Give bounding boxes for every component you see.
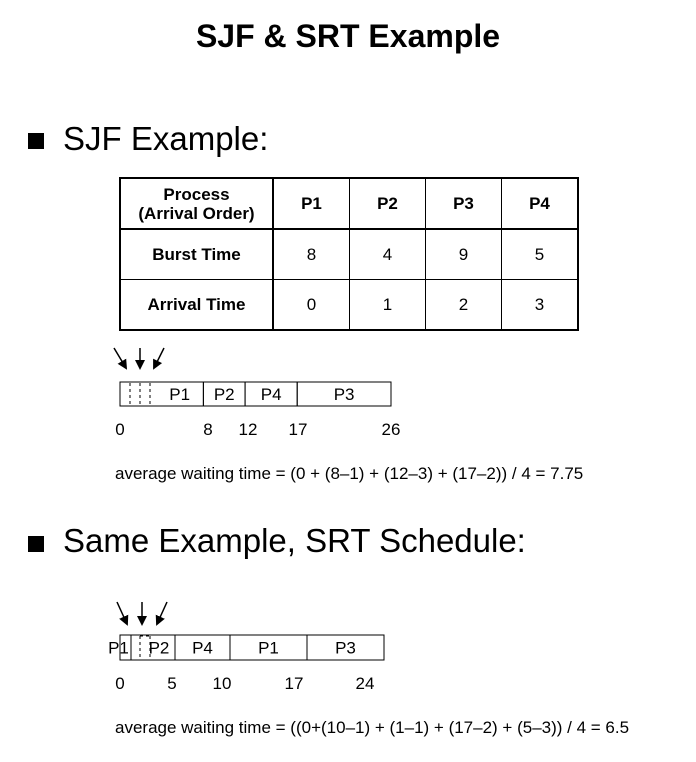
page-title: SJF & SRT Example [195,18,501,54]
column-header: P3 [426,178,502,229]
sjf-average-waiting-time: average waiting time = (0 + (8–1) + (12–3) + (17–2)) / 4 = 7.75 [115,464,584,483]
table-row [120,229,578,280]
section-heading-sjf: SJF Example: [63,120,269,157]
gantt-tick-label: 0 [115,420,125,439]
gantt-block-label: P3 [335,638,356,658]
gantt-tick-label: 10 [212,674,232,693]
srt-average-waiting-time: average waiting time = ((0+(10–1) + (1–1) + (17–2) + (5–3)) / 4 = 6.5 [115,718,630,737]
table-cell: 9 [426,229,502,280]
gantt-block-label: P2 [213,385,235,404]
table-header-row [120,178,578,229]
gantt-block-label: P1 [258,638,279,658]
column-header: P2 [350,178,426,229]
gantt-tick-label: 17 [288,420,308,439]
table-row [120,280,578,331]
gantt-block-label: P4 [192,638,213,658]
table-cell: 1 [350,280,426,331]
gantt-tick-label: 12 [238,420,258,439]
arrival-arrow-icon [117,602,127,624]
gantt-block-label: P4 [260,385,282,404]
corner-label-line2: (Arrival Order) [138,203,255,223]
row-label: Arrival Time [120,280,273,331]
column-header: P1 [273,178,350,229]
row-label: Burst Time [120,229,273,280]
gantt-tick-label: 26 [381,420,401,439]
table-cell: 0 [273,280,350,331]
srt-gantt-chart [0,596,696,706]
gantt-block [120,382,203,406]
bullet-square-icon [28,133,44,149]
sjf-gantt-chart [0,340,696,450]
gantt-tick-label: 5 [167,674,177,693]
gantt-block-label: P3 [333,385,355,404]
column-header: P4 [502,178,579,229]
table-cell: 2 [426,280,502,331]
arrival-arrow-icon [154,348,164,368]
table-cell: 8 [273,229,350,280]
corner-label-line1: Process [163,184,230,204]
gantt-tick-label: 24 [355,674,375,693]
process-table [119,177,579,331]
gantt-block-label: P2 [148,638,170,658]
gantt-block-label: P1 [169,385,191,404]
arrival-arrow-icon [157,602,167,624]
table-corner-label [120,178,273,229]
table-cell: 5 [502,229,579,280]
gantt-tick-label: 0 [115,674,125,693]
gantt-tick-label: 17 [284,674,304,693]
table-cell: 4 [350,229,426,280]
gantt-tick-label: 8 [203,420,213,439]
arrival-arrow-icon [114,348,126,368]
bullet-square-icon [28,536,44,552]
section-heading-srt: Same Example, SRT Schedule: [63,522,526,559]
gantt-block-label: P1 [108,638,129,658]
table-cell: 3 [502,280,579,331]
